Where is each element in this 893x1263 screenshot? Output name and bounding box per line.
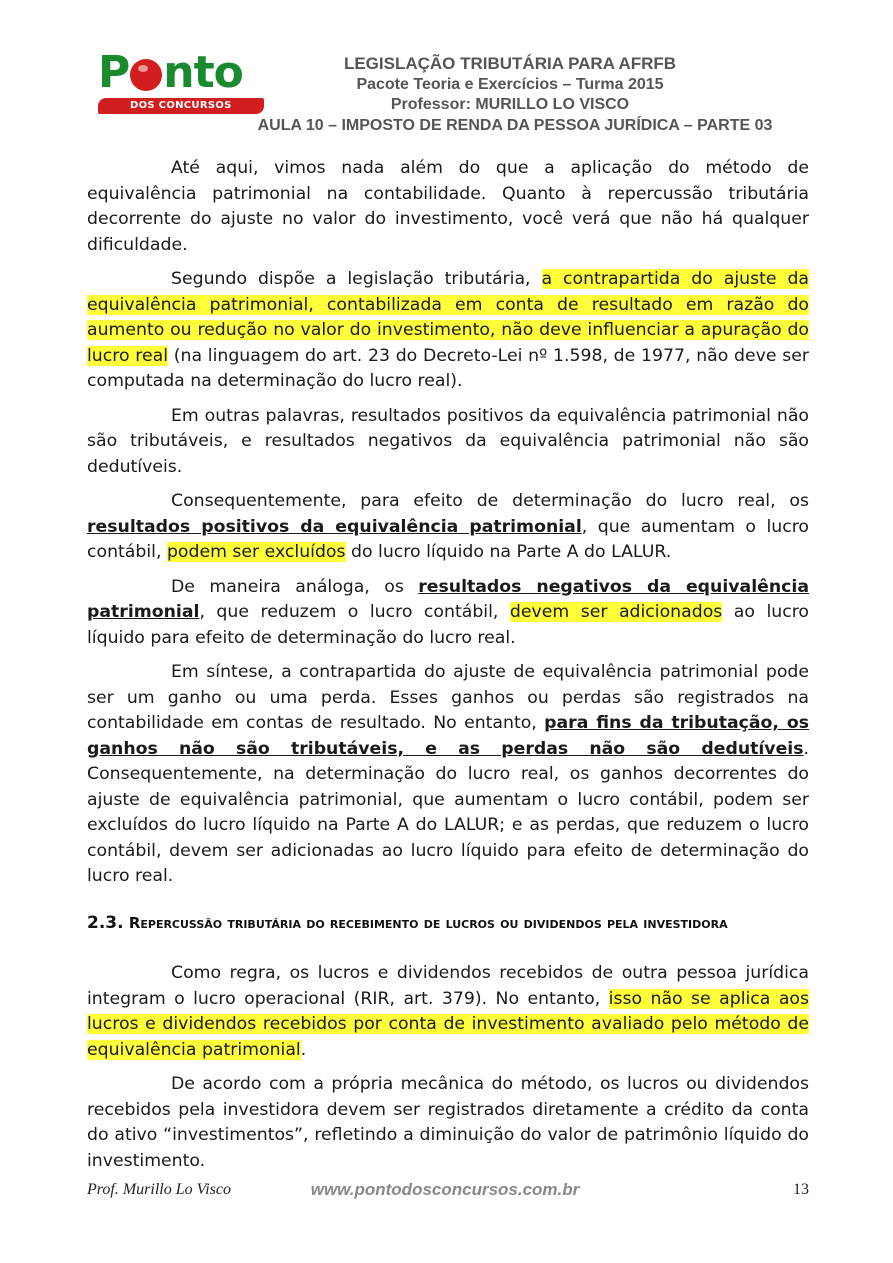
paragraph-2: Segundo dispõe a legislação tributária, a contrapartida do ajuste da equivalência patrimonial, contabilizada em conta de resultado em razão do aumento ou redução no valor do investimento, não deve influenciar a apuração do lucro real (na linguagem do art. 23 do Decreto-Lei nº 1.598, de 1977, não deve ser computada na determinação do lucro real). [87, 269, 810, 391]
section-number: 2.3. [87, 913, 124, 933]
paragraph-3: Em outras palavras, resultados positivos da equivalência patrimonial não são tributáveis, e resultados negativos da equivalência patrimonial não são dedutíveis. [87, 405, 809, 477]
emphasis-text: resultados negativos da equivalência patrimonial [87, 576, 809, 622]
paragraph-7: Como regra, os lucros e dividendos recebidos de outra pessoa jurídica integram o lucro operacional (RIR, art. 379). No entanto, isso não se aplica aos lucros e dividendos recebidos por conta de investimento avaliado pelo método de equivalência patrimonial. [87, 963, 810, 1060]
highlight-text: devem ser adicionados [509, 602, 723, 622]
paragraph-4: Consequentemente, para efeito de determinação do lucro real, os resultados positivos da equivalência patrimonial, que aumentam o lucro contábil, podem ser excluídos do lucro líquido na Parte A do LALUR. [87, 491, 809, 562]
header-course-title: LEGISLAÇÃO TRIBUTÁRIA PARA AFRFB [343, 54, 677, 73]
emphasis-text: resultados positivos da equivalência patrimonial [87, 516, 582, 537]
header-professor: Professor: MURILLO LO VISCO [390, 96, 630, 113]
logo-wordmark: P nto [98, 47, 243, 98]
section-heading [87, 912, 809, 934]
logo-ball-icon [130, 59, 162, 91]
highlight-text: podem ser excluídos [166, 542, 346, 562]
header-package: Pacote Teoria e Exercícios – Turma 2015 [356, 76, 664, 93]
body-block-1 [87, 156, 809, 890]
footer-website: www.pontodosconcursos.com.br [310, 1180, 580, 1199]
paragraph-6: Em síntese, a contrapartida do ajuste de equivalência patrimonial pode ser um ganho ou uma perda. Esses ganhos ou perdas são registrados na contabilidade em contas de resultado. No entanto, para fins da tributação, os ganhos não são tributáveis, e as perdas não são dedutíveis. Consequentemente, na determinação do lucro real, os ganhos decorrentes do ajuste de equivalência patrimonial, que aumentam o lucro contábil, podem ser excluídos do lucro líquido na Parte A do LALUR; e as perdas, que reduzem o lucro contábil, devem ser adicionadas ao lucro líquido para efeito de determinação do lucro real. [87, 662, 809, 886]
highlight-text: a contrapartida do ajuste da equivalência patrimonial, contabilizada em conta de resultado em razão do aumento ou redução no valor do investimento, não deve influenciar a apuração do lucro real [87, 269, 810, 366]
body-block-2 [87, 961, 809, 1174]
logo-subtitle: DOS CONCURSOS [130, 100, 232, 111]
paragraph-8: De acordo com a própria mecânica do método, os lucros ou dividendos recebidos pela investidora devem ser registrados diretamente a crédito da conta do ativo “investimentos”, refletindo a diminuição do valor de patrimônio líquido do investimento. [87, 1074, 809, 1171]
paragraph-1: Até aqui, vimos nada além do que a aplicação do método de equivalência patrimonial na contabilidade. Quanto à repercussão tributária decorrente do ajuste no valor do investimento, você verá que não há qualquer dificuldade. [87, 158, 809, 255]
highlight-text: isso não se aplica aos lucros e dividendos recebidos por conta de investimento avaliado pelo método de equivalência patrimonial [87, 988, 810, 1060]
footer-author: Prof. Murillo Lo Visco [87, 1181, 231, 1198]
section-title: Repercussão tributária do recebimento de lucros ou dividendos pela investidora [128, 914, 728, 932]
emphasis-text: para fins da tributação, os ganhos não são tributáveis, e as perdas não são dedutíveis [87, 713, 809, 759]
header-lesson: AULA 10 – IMPOSTO DE RENDA DA PESSOA JURÍDICA – PARTE 03 [257, 117, 773, 134]
ponto-logo [92, 48, 272, 120]
page-number: 13 [793, 1181, 809, 1198]
paragraph-5: De maneira análoga, os resultados negativos da equivalência patrimonial, que reduzem o lucro contábil, devem ser adicionados ao lucro líquido para efeito de determinação do lucro real. [87, 576, 809, 648]
